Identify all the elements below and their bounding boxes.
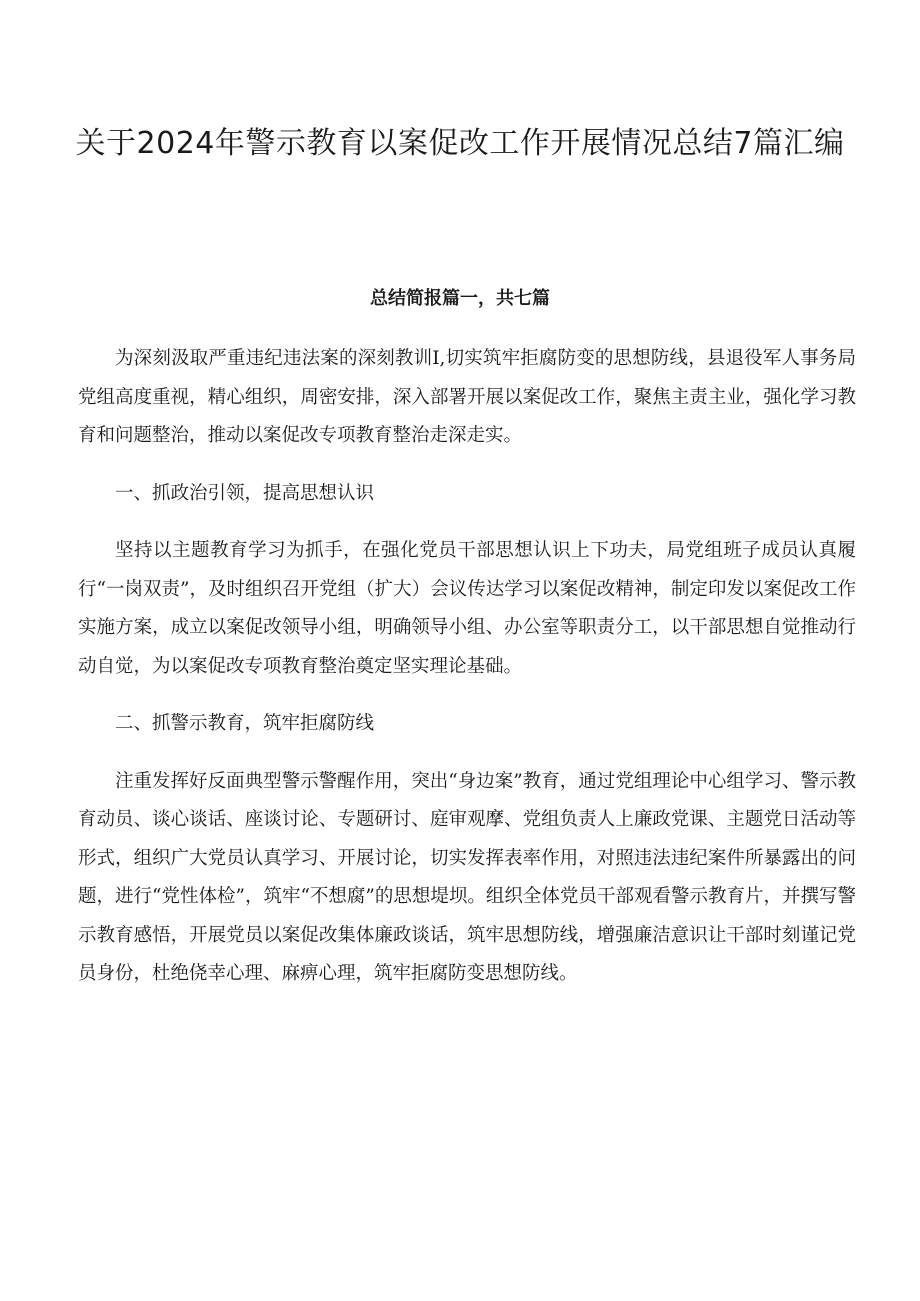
intro-paragraph: 为深刻汲取严重违纪违法案的深刻教训I,切实筑牢拒腐防变的思想防线，县退役军人事务局党组高度重视，精心组织，周密安排，深入部署开展以案促改工作，聚焦主责主业，强化学习教育和问题整治，推动以案促改专项教育整治走深走实。 <box>78 348 856 446</box>
document-subtitle: 总结简报篇一，共七篇 <box>370 288 550 309</box>
document-body <box>78 340 856 1013</box>
section-1-paragraph: 坚持以主题教育学习为抓手，在强化党员干部思想认识上下功夫，局党组班子成员认真履行“一岗双责”，及时组织召开党组（扩大）会议传达学习以案促改精神，制定印发以案促改工作实施方案，成立以案促改领导小组，明确领导小组、办公室等职责分工，以干部思想自觉推动行动自觉，为以案促改专项教育整治奠定坚实理论基础。 <box>78 540 856 677</box>
section-heading-2: 二、抓警示教育，筑牢拒腐防线 <box>115 713 375 734</box>
section-heading-1: 一、抓政治引领，提高思想认识 <box>115 482 375 504</box>
section-2-paragraph: 注重发挥好反面典型警示警醒作用，突出“身边案”教育，通过党组理论中心组学习、警示教育动员、谈心谈话、座谈讨论、专题研讨、庭审观摩、党组负责人上廉政党课、主题党日活动等形式，组织广大党员认真学习、开展讨论，切实发挥表率作用，对照违法违纪案件所暴露出的问题，进行“党性体检”，筑牢“不想腐”的思想堤坝。组织全体党员干部观看警示教育片，并撰写警示教育感悟，开展党员以案促改集体廉政谈话，筑牢思想防线，增强廉洁意识让干部时刻谨记党员身份，杜绝侥幸心理、麻痹心理，筑牢拒腐防变思想防线。 <box>78 770 856 984</box>
document-title: 关于2024年警示教育以案促改工作开展情况总结7篇汇编 <box>75 126 845 161</box>
